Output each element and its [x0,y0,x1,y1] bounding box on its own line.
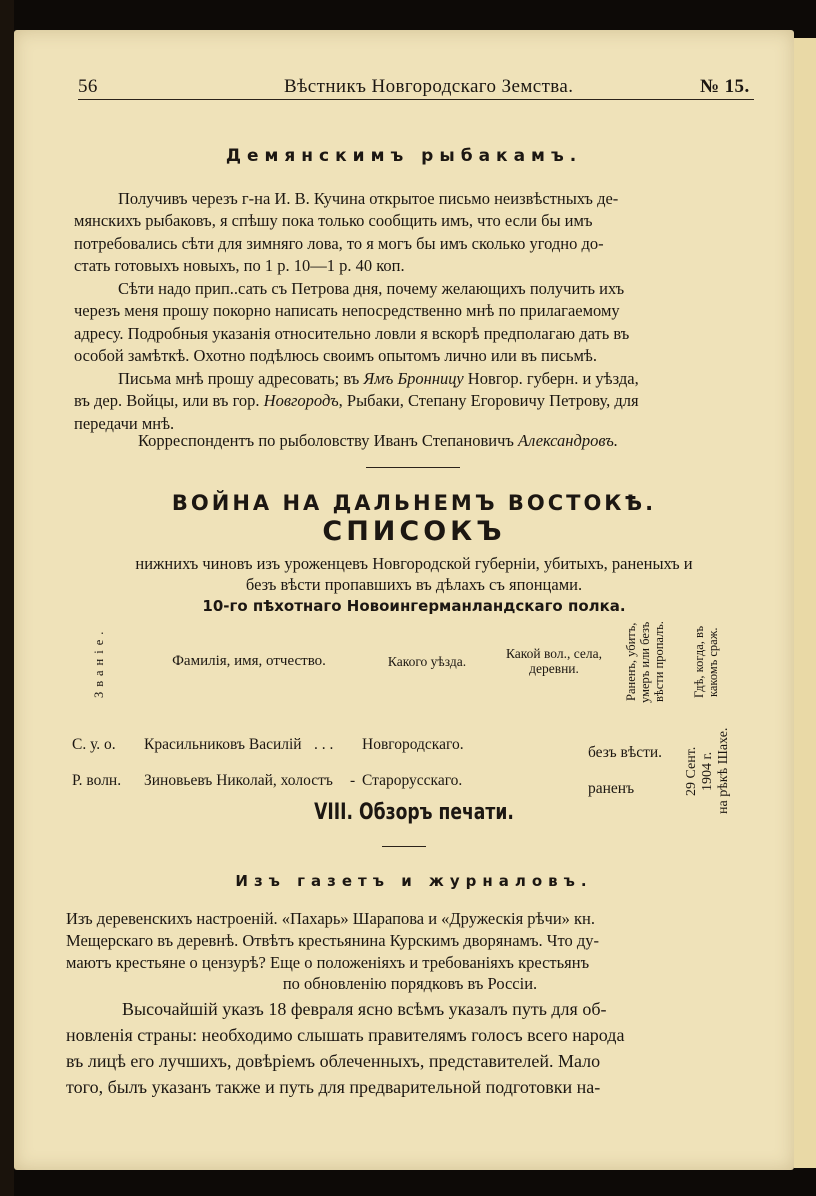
press-body [66,996,754,1100]
row-1-rank: С. у. о. [72,736,116,753]
text-line: Высочайшій указъ 18 февраля ясно всѣмъ указалъ путь для об- [122,999,607,1019]
correspondent-signature: Корреспондентъ по рыболовству Иванъ Степановичъ Александровъ. [138,431,618,450]
text-line: въ лицѣ его лучшихъ, довѣріемъ облеченныхъ, представителей. Мало [66,1051,601,1071]
book-spine [0,0,14,1196]
press-section-title: VIII. Обзоръ печати. [314,800,514,825]
text-line: Мещерскаго въ деревнѣ. Отвѣтъ крестьянина Курскимъ дворянамъ. Что ду- [66,930,599,950]
text-line: мянскихъ рыбаковъ, я спѣшу пока только сообщить имъ, что если бы имъ [74,211,593,231]
battle-info: 29 Сент. 1904 г. на рѣкѣ Шахе. [684,727,731,815]
header-rule [78,99,754,100]
row-2-rank: Р. волн. [72,772,122,789]
text-line: новленія страны: необходимо слышать правителямъ голосъ всего народа [66,1025,625,1045]
text-line: маютъ крестьяне о цензурѣ? Еще о положеніяхъ и требованіяхъ крестьянъ [66,952,590,972]
list-subtitle-line-1: нижнихъ чиновъ изъ уроженцевъ Новгородской губерніи, убитыхъ, раненыхъ и [135,554,693,573]
adjacent-page-edge [792,38,816,1168]
column-where-when: Гдѣ, когда, въ какомъ сраж. [692,625,720,699]
text-line: передачи мнѣ. [74,413,175,433]
text-line: потребовались сѣти для зимняго лова, то я могъ бы имъ сколько угодно до- [74,233,604,253]
text-line: особой замѣткѣ. Охотно подѣлюсь своимъ опытомъ лично или въ письмѣ. [74,346,598,366]
page-number: 56 [78,76,98,97]
column-village: Какой вол., села, деревни. [505,646,602,676]
letter-paragraph-3 [74,368,750,435]
issue-number: № 15. [700,76,750,97]
text-line: Получивъ черезъ г-на И. В. Кучина открытое письмо неизвѣстныхъ де- [118,189,619,208]
column-rank: Званіе. [92,626,106,698]
section-divider [382,846,426,847]
section-divider [366,467,460,468]
text-line: стать готовыхъ новыхъ, по 1 р. 10—1 р. 40 коп. [74,256,405,276]
letter-paragraph-2 [74,278,750,368]
text-line: въ дер. Войцы, или въ гор. Новгородъ, Рыбаки, Степану Егоровичу Петрову, для [74,391,639,411]
press-intro [66,908,754,995]
row-2-county: Старорусскаго. [362,772,463,789]
row-2-status: раненъ [588,780,635,797]
journal-title: Вѣстникъ Новгородскаго Земства. [284,76,574,97]
text-line: черезъ меня прошу покорно написать непосредственно мнѣ по прилагаемому [74,301,620,321]
list-subtitle-line-2: безъ вѣсти пропавшихъ въ дѣлахъ съ японцами. [245,575,583,594]
letter-title: Демянскимъ рыбакамъ. [225,146,583,166]
press-subheading: Изъ газетъ и журналовъ. [235,872,593,890]
row-1-dots: . . . [314,736,334,753]
column-county: Какого уѣзда. [387,654,467,669]
letter-paragraph-1 [74,188,750,278]
text-line: адресу. Подробныя указанія относительно ловли я вскорѣ предполагаю дать въ [74,323,630,343]
text-line: Изъ деревенскихъ настроеній. «Пахарь» Шарапова и «Дружескія рѣчи» кн. [66,909,595,928]
column-name: Фамилія, имя, отчество. [172,653,326,669]
row-1-county: Новгородскаго. [362,736,464,753]
row-1-status: безъ вѣсти. [588,744,663,761]
row-2-name: Зиновьевъ Николай, холостъ [144,772,333,789]
row-1-name: Красильниковъ Василій [144,736,302,753]
regiment-name: 10-го пѣхотнаго Новоингерманландскаго полка. [202,597,626,615]
journal-page [14,30,794,1170]
war-heading: ВОЙНА НА ДАЛЬНЕМЪ ВОСТОКѢ. [171,491,657,515]
text-line: того, былъ указанъ также и путь для предварительной подготовки на- [66,1077,601,1097]
text-line: по обновленію порядковъ въ Россіи. [282,974,538,994]
text-line: Сѣти надо прип..сать съ Петрова дня, почему желающихъ получить ихъ [118,279,625,298]
row-2-dots: - [350,772,356,789]
text-line: Письма мнѣ прошу адресовать; въ Ямъ Бронницу Новгор. губерн. и уѣзда, [118,369,639,388]
list-title: СПИСОКЪ [322,516,506,547]
column-status: Раненъ, убитъ, умеръ или безъ вѣсти пропалъ. [624,621,666,703]
